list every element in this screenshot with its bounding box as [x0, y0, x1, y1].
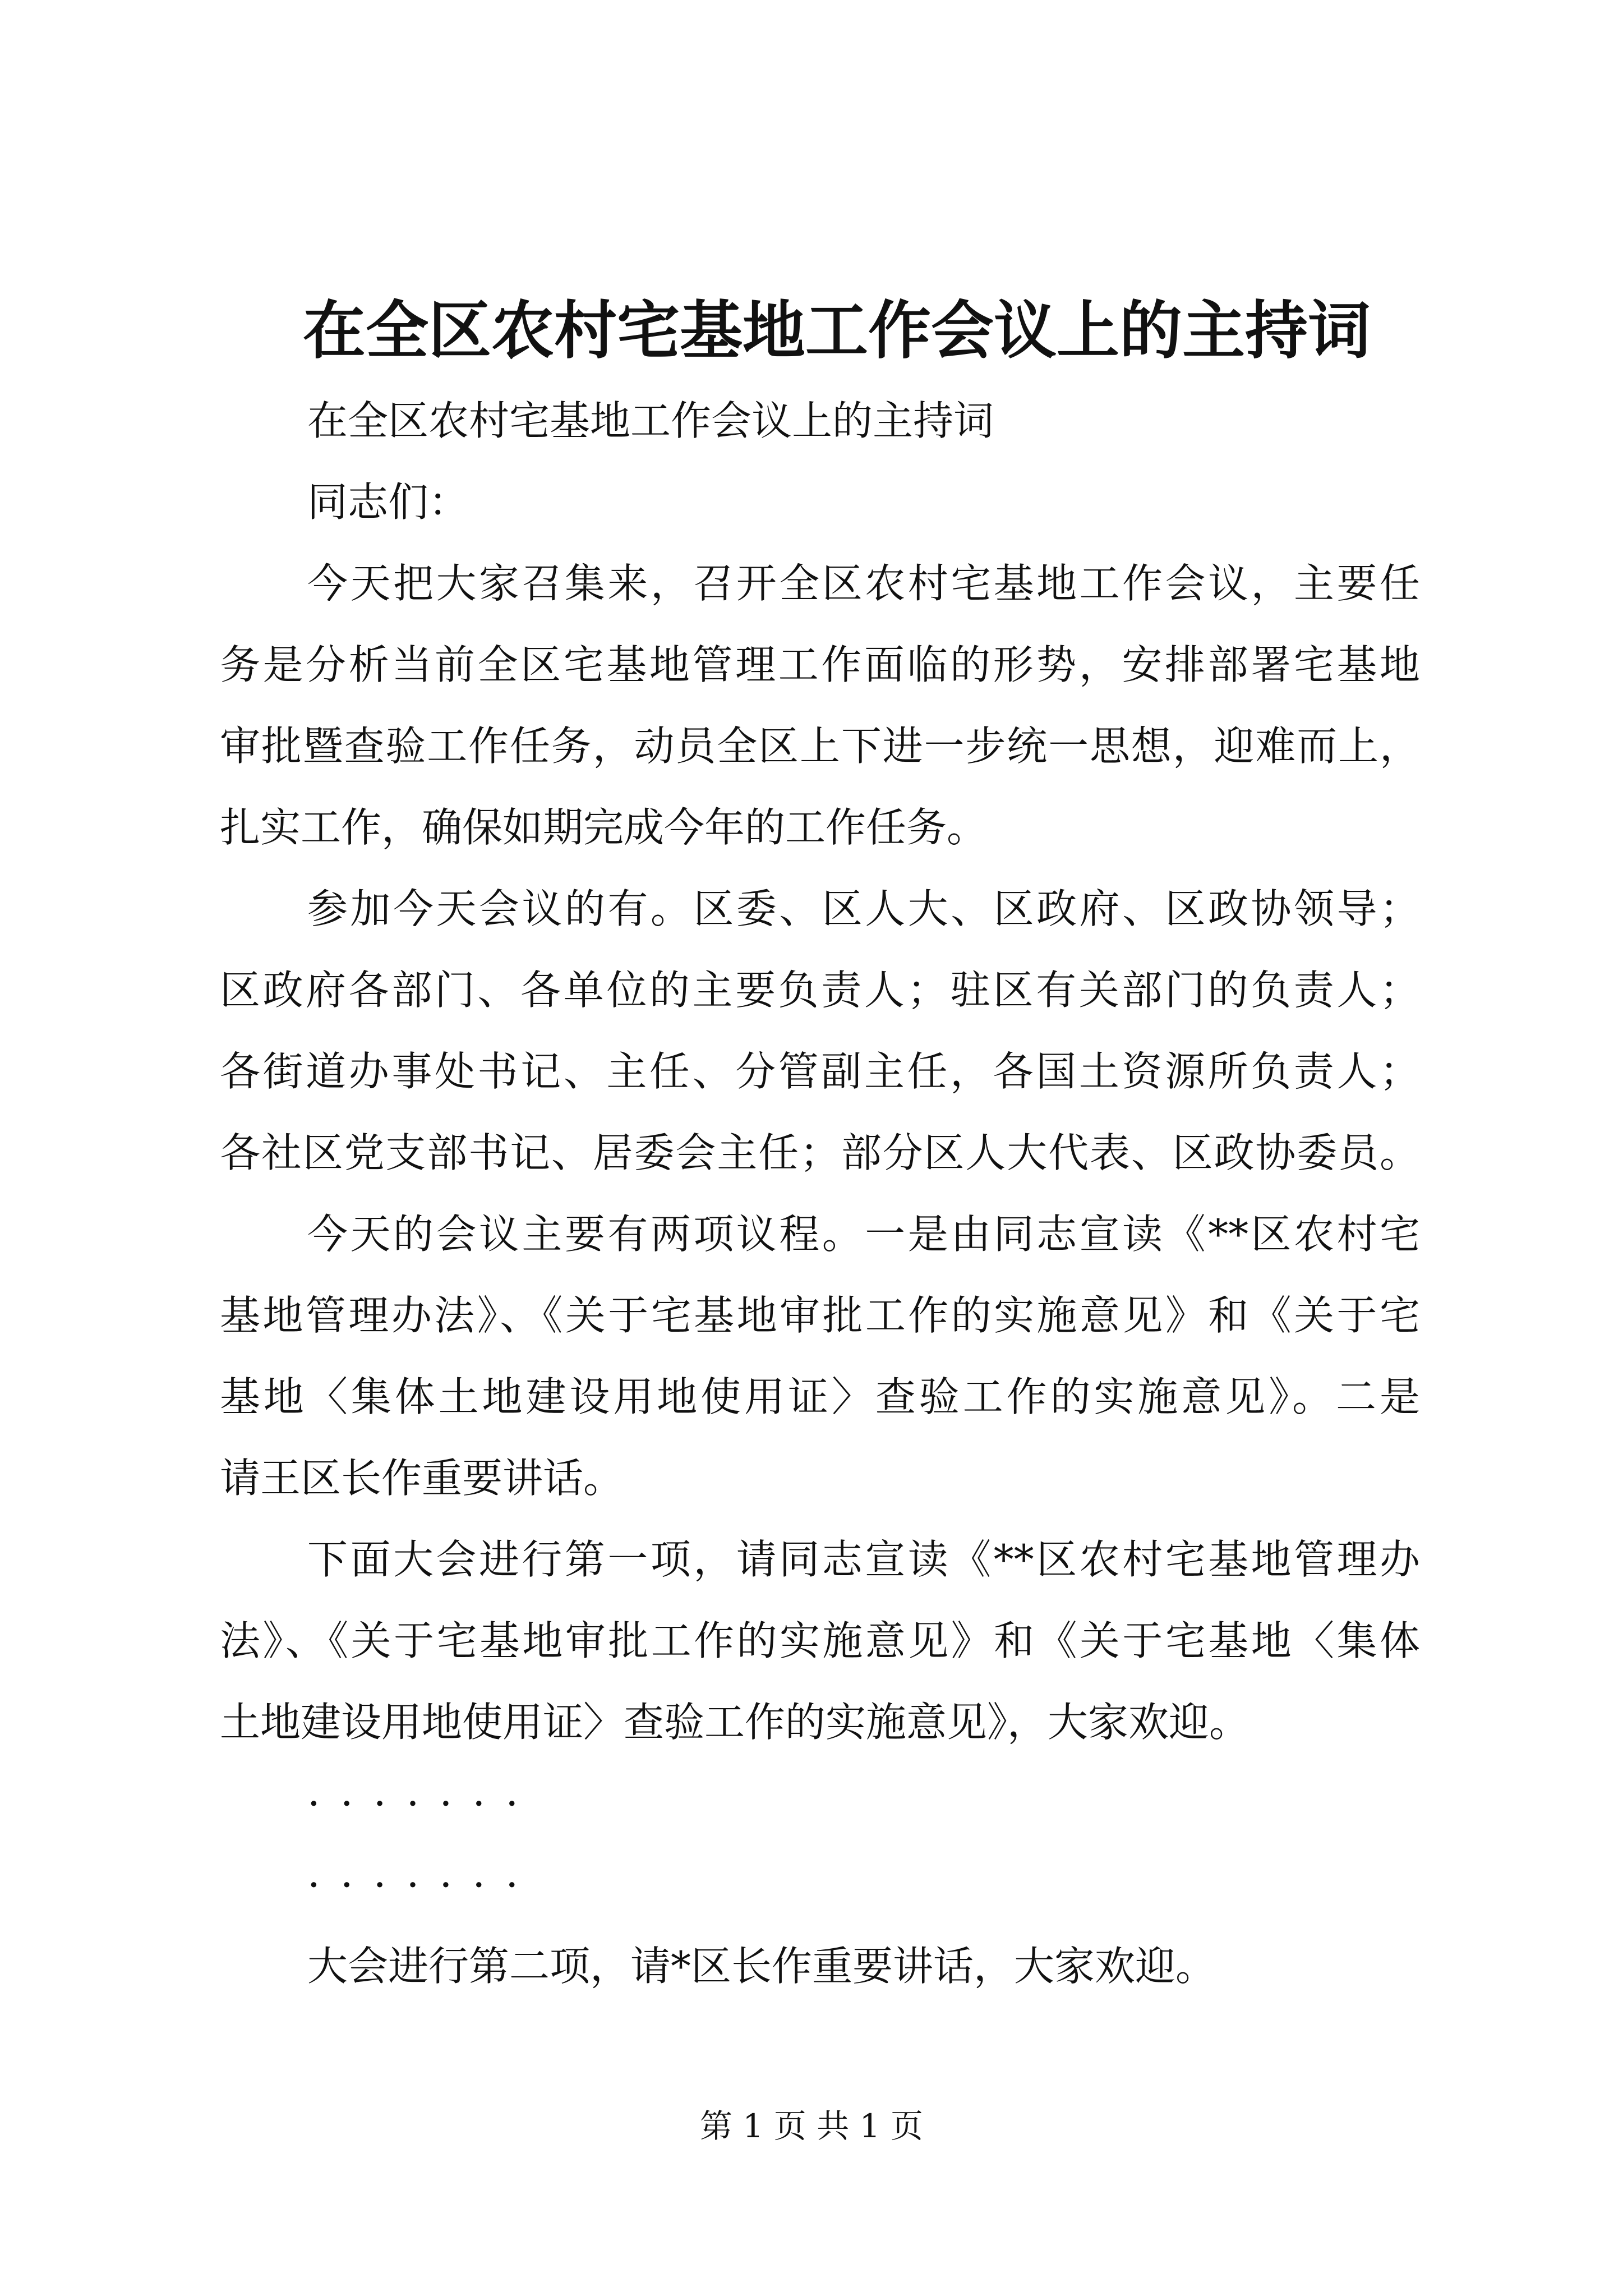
page-number-footer: 第 1 页 共 1 页 [700, 2107, 923, 2145]
closing-line: 大会进行第二项，请*区长作重要讲话，大家欢迎。 [307, 1943, 1216, 1990]
paragraph-1-line-1: 今天把大家召集来，召开全区农村宅基地工作会议，主要任 [307, 560, 1420, 607]
document-subtitle: 在全区农村宅基地工作会议上的主持词 [307, 397, 994, 444]
ellipsis-row-1: ······· [307, 1780, 539, 1827]
paragraph-2-line-1: 参加今天会议的有。区委、区人大、区政府、区政协领导； [307, 885, 1420, 932]
greeting: 同志们： [307, 478, 469, 526]
paragraph-3-line-2: 基地管理办法》、《关于宅基地审批工作的实施意见》和《关于宅 [220, 1292, 1420, 1339]
paragraph-2-line-2: 区政府各部门、各单位的主要负责人；驻区有关部门的负责人； [220, 967, 1420, 1014]
paragraph-4-line-1: 下面大会进行第一项，请同志宣读《**区农村宅基地管理办 [307, 1536, 1420, 1583]
paragraph-4-line-3: 土地建设用地使用证〉查验工作的实施意见》，大家欢迎。 [220, 1699, 1250, 1746]
paragraph-2-line-3: 各街道办事处书记、主任、分管副主任，各国土资源所负责人； [220, 1048, 1420, 1095]
paragraph-3-line-1: 今天的会议主要有两项议程。一是由同志宣读《**区农村宅 [307, 1211, 1420, 1258]
paragraph-1-line-4: 扎实工作，确保如期完成今年的工作任务。 [220, 804, 988, 851]
paragraph-3-line-3: 基地〈集体土地建设用地使用证〉查验工作的实施意见》。二是 [220, 1373, 1420, 1420]
paragraph-4-line-2: 法》、《关于宅基地审批工作的实施意见》和《关于宅基地〈集体 [220, 1617, 1420, 1664]
ellipsis-row-2: ······· [307, 1861, 539, 1908]
paragraph-1-line-2: 务是分析当前全区宅基地管理工作面临的形势，安排部署宅基地 [220, 641, 1420, 688]
paragraph-3-line-4: 请王区长作重要讲话。 [220, 1455, 624, 1502]
document-title: 在全区农村宅基地工作会议上的主持词 [303, 294, 1371, 367]
paragraph-2-line-4: 各社区党支部书记、居委会主任；部分区人大代表、区政协委员。 [220, 1129, 1420, 1176]
paragraph-1-line-3: 审批暨查验工作任务，动员全区上下进一步统一思想，迎难而上， [220, 723, 1420, 770]
